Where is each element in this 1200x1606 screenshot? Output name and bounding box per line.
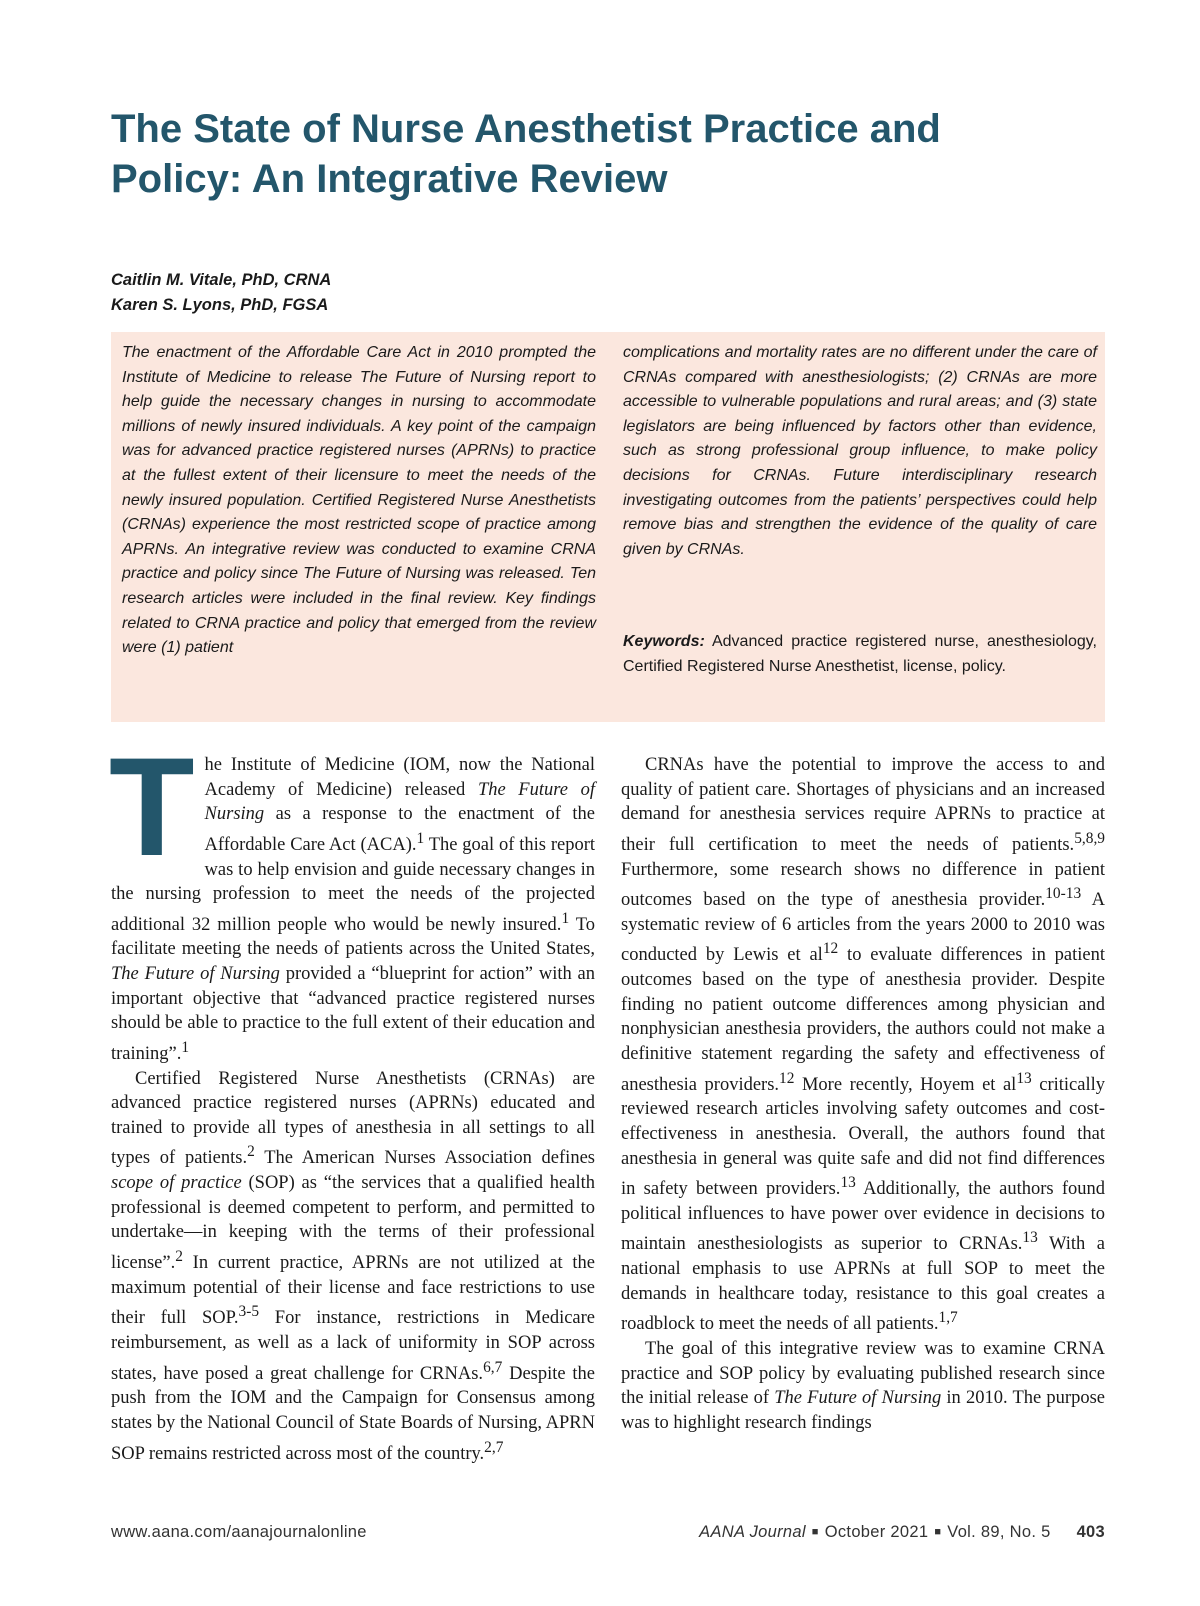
text-run: he Institute of Medicine (IOM, now the National Academy of Medicine) released [204, 755, 595, 800]
citation: 3-5 [238, 1303, 260, 1321]
text-run: Certified Registered Nurse Anesthetists (CRNAs) are advanced practice registered nurses (APRNs) educated and trained to provide all types of anesthesia in all settings to all types of patients. [111, 1068, 595, 1169]
author-name: Caitlin M. Vitale, PhD, CRNA [111, 271, 332, 289]
citation: 1 [181, 1038, 190, 1056]
text-run: A systematic review of 6 articles from the years 2000 to 2010 was conducted by Lewis et al [621, 890, 1105, 966]
citation: 5,8,9 [1074, 829, 1105, 847]
citation: 1 [416, 829, 425, 847]
article-title: The State of Nurse Anesthetist Practice and Policy: An Integrative Review [111, 107, 941, 201]
text-run: The goal of this report was to help envision and guide necessary changes in the nursing profession to meet the needs of the projected additional 32 million people who would be newly insured. [111, 834, 595, 935]
text-run: CRNAs have the potential to improve the access to and quality of patient care. Shortages of physicians and an increased demand for anesthesia services require APRNs to practice at their full certification to meet the needs of patients. [621, 755, 1105, 855]
citation: 1,7 [938, 1309, 958, 1327]
author-list [111, 268, 331, 318]
text-run: critically reviewed research articles involving safety outcomes and cost-effectiveness in anesthesia. Overall, the authors found that anesthesia in general was quite safe and did not find differences in safety between providers. [621, 1074, 1105, 1200]
citation: 10-13 [1045, 885, 1082, 903]
text-run: With a national emphasis to use APRNs at full SOP to meet the demands in healthcare today, resistance to this goal creates a roadblock to meet the needs of all patients. [621, 1234, 1105, 1335]
issue-date: October 2021 [824, 1523, 929, 1541]
body-column-left [109, 728, 596, 1466]
text-run: The American Nurses Association defines [254, 1148, 595, 1169]
text-run: For instance, restrictions in Medicare reimbursement, as well as a lack of uniformity in SOP across states, have posed a great challenge for CRNAs. [111, 1308, 596, 1384]
text-run: Furthermore, some research shows no difference in patient outcomes based on the type of anesthesia provider. [621, 859, 1105, 911]
keywords-label: Keywords: [623, 633, 705, 650]
drop-cap: T [109, 728, 195, 885]
italic-term: scope of practice [111, 1173, 242, 1194]
page-number: 403 [1076, 1523, 1105, 1541]
text-run: in 2010. The purpose was to highlight research findings [621, 1388, 1105, 1433]
citation: 12 [822, 940, 839, 958]
italic-title: The Future of Nursing [774, 1388, 942, 1409]
journal-name: AANA Journal [699, 1523, 806, 1541]
italic-title: The Future of Nursing [204, 779, 595, 825]
author-name: Karen S. Lyons, PhD, FGSA [111, 296, 329, 314]
keywords [623, 630, 1097, 679]
separator-square: ■ [811, 1526, 819, 1538]
page-footer [111, 1523, 1105, 1547]
separator-square: ■ [934, 1526, 942, 1538]
text-run: to evaluate differences in patient outcomes based on the type of anesthesia provider. Despite finding no patient outcome differences among physician and nonphysician anesthesia providers, the authors could not make a definitive statement regarding the safety and effectiveness of anesthesia providers. [621, 945, 1106, 1095]
text-run: More recently, Hoyem et al [794, 1074, 1017, 1095]
text-run: as a response to the enactment of the Affordable Care Act (ACA). [204, 804, 595, 855]
volume-issue: Vol. 89, No. 5 [947, 1523, 1051, 1541]
keywords-text: Advanced practice registered nurse, anesthesiology, Certified Registered Nurse Anesthetist, license, policy. [623, 633, 1097, 675]
body-paragraph [111, 1067, 595, 1467]
body-paragraph [621, 753, 1105, 1337]
text-run: In current practice, APRNs are not utilized at the maximum potential of their license and face restrictions to use their full SOP. [111, 1253, 595, 1329]
citation: 13 [1016, 1069, 1032, 1087]
journal-citation [699, 1523, 1105, 1542]
body-column-right [621, 753, 1105, 1436]
citation: 2 [247, 1143, 255, 1161]
abstract-column-left: The enactment of the Affordable Care Act in 2010 prompted the Institute of Medicine to release The Future of Nursing report to help guide the necessary changes in nursing to accommodate millions of newly insured individuals. A key point of the campaign was for advanced practice registered nurses (APRNs) to practice at the fullest extent of their licensure to meet the needs of the newly insured population. Certified Registered Nurse Anesthetists (CRNAs) experience the most restricted scope of practice among APRNs. An integrative review was conducted to examine CRNA practice and policy since The Future of Nursing was released. Ten research articles were included in the final review. Key findings related to CRNA practice and policy that emerged from the review were (1) patient [122, 344, 596, 657]
body-paragraph [621, 1337, 1105, 1435]
citation: 2,7 [484, 1438, 504, 1456]
citation: 13 [840, 1174, 856, 1192]
citation: 13 [1022, 1229, 1038, 1247]
citation: 6,7 [483, 1358, 503, 1376]
text-run: Additionally, the authors found political influences to have power over evidence in decisions to maintain anesthesiologists as superior to CRNAs. [621, 1179, 1105, 1255]
abstract-box [111, 332, 1105, 722]
text-run: Despite the push from the IOM and the Campaign for Consensus among states by the National Council of State Boards of Nursing, APRN SOP remains restricted across most of the country. [111, 1363, 595, 1464]
citation: 2 [175, 1247, 183, 1265]
text-run: provided a “blueprint for action” with an important objective that “advanced practice registered nurses should be able to practice to the full extent of their education and training”. [111, 964, 596, 1064]
text-run: (SOP) as “the services that a qualified health professional is deemed competent to perform, and permitted to undertake—in keeping with the terms of their professional license”. [111, 1173, 595, 1274]
body-paragraph [109, 728, 596, 1067]
journal-url: www.aana.com/aanajournalonline [111, 1523, 367, 1541]
citation: 12 [779, 1069, 795, 1087]
text-run: To facilitate meeting the needs of patients across the United States, [111, 914, 595, 960]
abstract-column-right: complications and mortality rates are no different under the care of CRNAs compared with anesthesiologists; (2) CRNAs are more accessible to vulnerable populations and rural areas; and (3) state legislators are being influenced by factors other than evidence, such as strong professional group influence, to make policy decisions for CRNAs. Future interdisciplinary research investigating outcomes from the patients’ perspectives could help remove bias and strengthen the evidence of the quality of care given by CRNAs. [623, 344, 1097, 558]
text-run: The goal of this integrative review was to examine CRNA practice and SOP policy by evaluating published research since the initial release of [621, 1339, 1105, 1409]
citation: 1 [561, 909, 570, 927]
italic-title: The Future of Nursing [111, 964, 280, 985]
